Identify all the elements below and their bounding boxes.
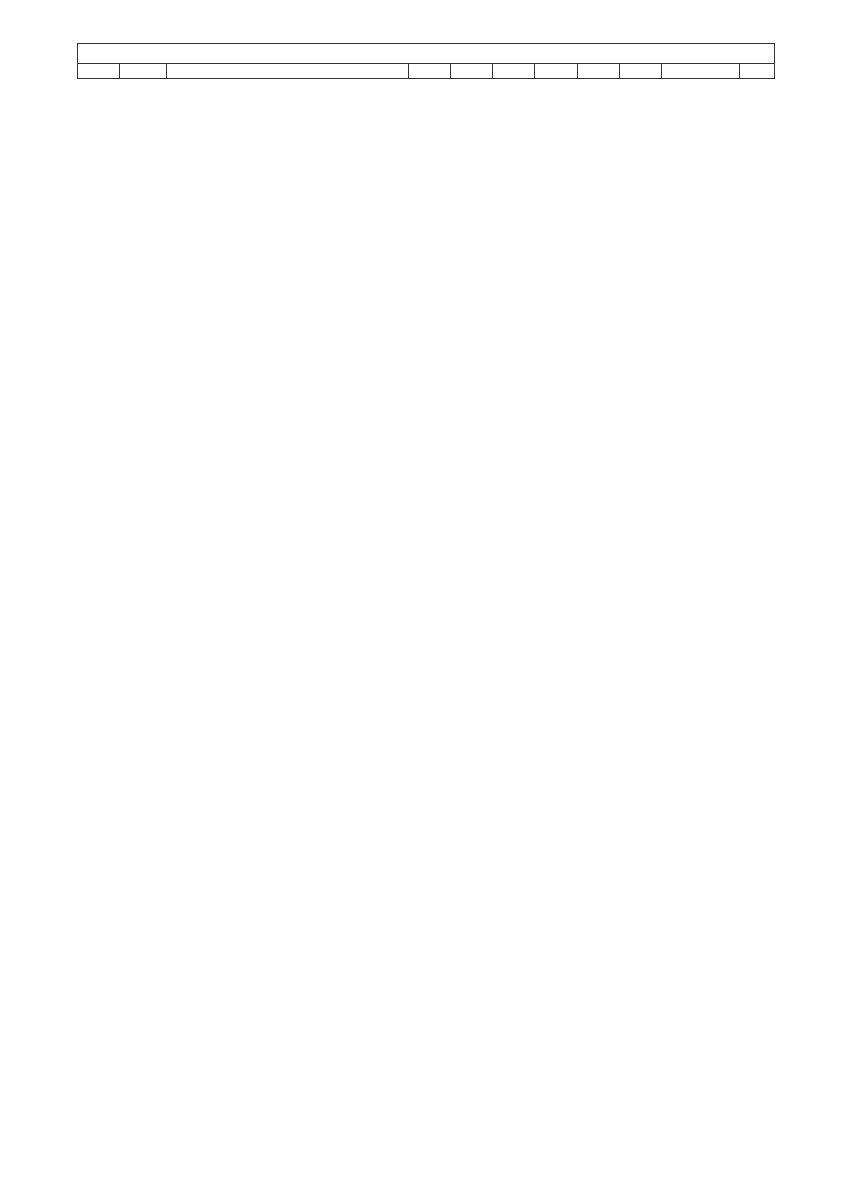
column-header-row [78, 64, 775, 79]
col-weekday [120, 64, 167, 79]
fiscal-year [78, 44, 167, 64]
col-day [78, 64, 120, 79]
club-rule [578, 44, 775, 64]
title-row [78, 44, 775, 64]
col-period-3 [493, 64, 535, 79]
col-period-6 [620, 64, 662, 79]
col-notes [662, 64, 740, 79]
col-period-4 [535, 64, 578, 79]
page-title [167, 44, 409, 64]
col-events [167, 64, 409, 79]
col-period-2 [451, 64, 493, 79]
schedule-sheet [77, 43, 774, 79]
schedule-table [77, 43, 775, 79]
col-period-5 [578, 64, 620, 79]
school-name [409, 44, 578, 64]
col-lunch [740, 64, 775, 79]
col-period-1 [409, 64, 451, 79]
